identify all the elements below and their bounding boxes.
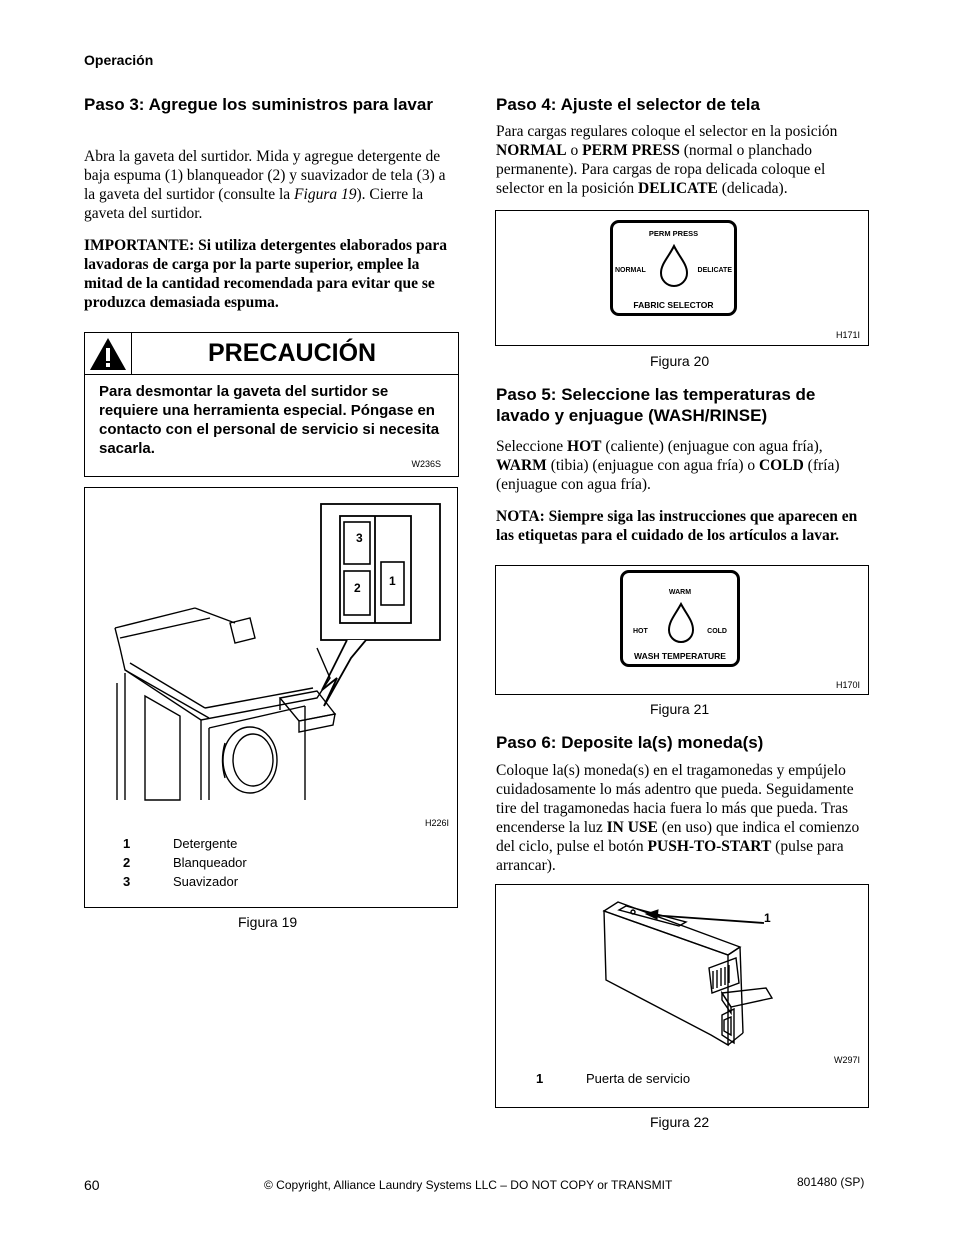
figure20-code: H171I (835, 330, 860, 340)
step5-body: Seleccione HOT (caliente) (enjuague con agua fría), WARM (tibia) (enjuague con agua fría) o COLD (fría) (enjuague con agua fría). (496, 438, 840, 493)
caution-code: W236S (411, 459, 441, 469)
fabric-selector-panel (610, 220, 737, 316)
panel-label: WASH TEMPERATURE (634, 651, 726, 661)
warning-icon (85, 333, 132, 374)
figure22-code: W297I (833, 1055, 860, 1065)
option-hot: HOT (633, 628, 648, 635)
figure20-box (495, 210, 869, 346)
figure22-caption: Figura 22 (650, 1114, 710, 1130)
section-label: Operación (84, 52, 154, 68)
legend-item: 2 Blanqueador (123, 855, 247, 870)
option-normal: NORMAL (615, 267, 646, 274)
option-cold: COLD (707, 628, 727, 635)
label-1: 1 (389, 574, 396, 588)
figure21-box (495, 565, 869, 695)
legend-item: 1 Detergente (123, 836, 238, 851)
step5-note: NOTA: Siempre siga las instrucciones que aparecen en las etiquetas para el cuidado de los artículos a lavar. (496, 508, 858, 544)
step6-heading: Paso 6: Deposite la(s) moneda(s) (496, 733, 764, 752)
label-2: 2 (354, 581, 361, 595)
caution-title: PRECAUCIÓN (208, 339, 377, 367)
figure22-box (495, 884, 869, 1108)
label-3: 3 (356, 531, 363, 545)
copyright-notice: © Copyright, Alliance Laundry Systems LLC – DO NOT COPY or TRANSMIT (264, 1178, 673, 1192)
figure19-caption: Figura 19 (238, 914, 298, 930)
figure22-legend: 1 Puerta de servicio (536, 1071, 691, 1086)
figure19-code: H226I (424, 818, 449, 828)
figure21-code: H170I (835, 680, 860, 690)
temperature-knob-icon (667, 602, 695, 644)
option-delicate: DELICATE (697, 267, 732, 274)
figure19-reference: Figura 19 (294, 186, 357, 203)
figure19-box (84, 487, 458, 908)
figure21-caption: Figura 21 (650, 701, 710, 717)
selector-knob-icon (659, 244, 689, 288)
step5-heading: Paso 5: Seleccione las temperaturas de lavado y enjuague (WASH/RINSE) (496, 385, 816, 425)
legend-item: 3 Suavizador (123, 874, 239, 889)
step3-heading: Paso 3: Agregue los suministros para lavar (84, 95, 433, 114)
step4-heading: Paso 4: Ajuste el selector de tela (496, 95, 760, 114)
coin-box-illustration (496, 885, 868, 1065)
figure19-legend (123, 834, 247, 891)
option-warm: WARM (668, 589, 692, 596)
page-number: 60 (84, 1177, 100, 1193)
document-number: 801480 (SP) (797, 1175, 865, 1189)
step4-body: Para cargas regulares coloque el selector en la posición NORMAL o PERM PRESS (normal o planchado permanente). Para cargas de ropa delicada coloque el selector en la posición DELICATE (delicada). (496, 123, 838, 197)
step3-body: Abra la gaveta del surtidor. Mida y agregue detergente de baja espuma (1) blanqueador (2) y suavizador de tela (3) a la gaveta del surtidor (consulte la Figura 19). Cierre la gaveta del surtidor. (84, 148, 446, 222)
option-perm-press: PERM PRESS (648, 229, 699, 238)
caution-text: Para desmontar la gaveta del surtidor se requiere una herramienta especial. Póngase en contacto con el personal de servicio si necesita sacarla. (99, 383, 440, 457)
important-note: IMPORTANTE: Si utiliza detergentes elaborados para lavadoras de carga por la parte superior, emplee la mitad de la cantidad recomendada para evitar que se produzca demasiada espuma. (84, 237, 447, 311)
panel-label: FABRIC SELECTOR (633, 300, 714, 310)
wash-temperature-panel (620, 570, 740, 667)
step6-body: Coloque la(s) moneda(s) en el tragamonedas y empújelo cuidadosamente lo más adentro que pueda. Seguidamente tire del tragamonedas hacia fuera lo más que pueda. Tras encenderse la luz IN USE (en uso) que indica el comienzo del ciclo, pulse el botón PUSH-TO-START (pulse para arrancar). (496, 762, 860, 874)
caution-box (84, 332, 459, 477)
callout-1: 1 (764, 911, 771, 925)
washer-dispenser-illustration (85, 488, 457, 808)
figure20-caption: Figura 20 (650, 353, 710, 369)
